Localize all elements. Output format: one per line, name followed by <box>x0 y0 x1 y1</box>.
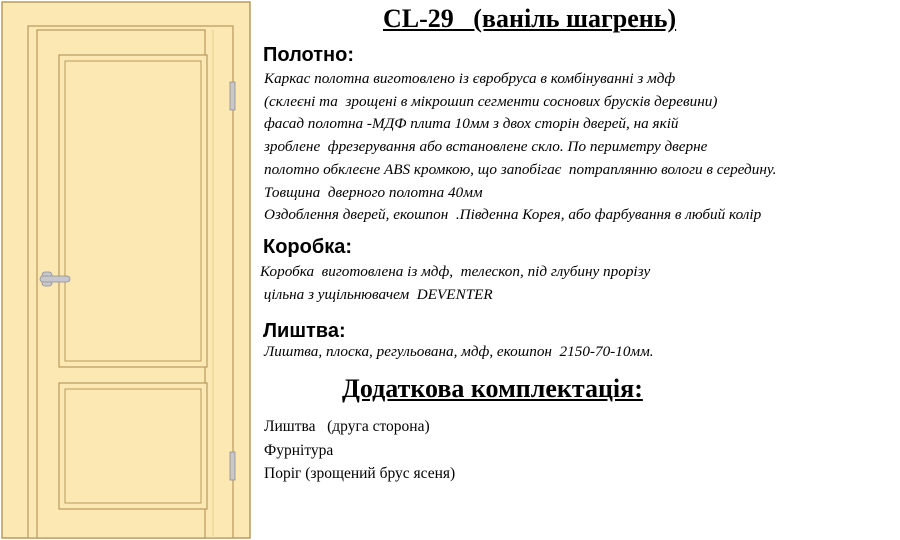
upper-panel-molding <box>65 61 201 361</box>
extras-heading: Додаткова комплектація: <box>342 374 643 403</box>
canvas-line: фасад полотна -МДФ плита 10мм з двох сторін дверей, на якій <box>264 115 679 133</box>
frame-line: Коробка виготовлена із мдф, телескоп, під глубину прорізу <box>260 263 651 280</box>
frame-heading: Коробка: <box>263 236 353 258</box>
canvas-line: зроблене фрезерування або встановлене скло. По периметру дверне <box>264 138 708 156</box>
extras-item: Фурнітура <box>264 441 334 459</box>
canvas-line: Товщина дверного полотна 40мм <box>264 183 483 201</box>
trim-description <box>264 341 654 364</box>
canvas-line: Оздоблення дверей, екошпон .Південна Корея, або фарбування в любий колір <box>264 206 762 224</box>
canvas-line: полотно обклеєне ABS кромкою, що запобігає потраплянню вологи в середину. <box>264 160 777 178</box>
frame-line: цільна з ущільнювачем DEVENTER <box>260 285 493 303</box>
frame-description <box>260 261 650 306</box>
extras-item: Поріг (зрощений брус ясеня) <box>264 465 456 482</box>
extras-item: Лиштва (друга сторона) <box>264 418 430 435</box>
hinge-bottom-icon <box>230 452 235 480</box>
canvas-line: Каркас полотна виготовлено із євробруса в комбінуванні з мдф <box>264 70 676 87</box>
canvas-description <box>264 68 776 227</box>
canvas-heading: Полотно: <box>263 44 355 66</box>
canvas-line: (склеєні та зрощені в мікрошип сегменти соснових брусків деревини) <box>264 92 718 110</box>
trim-heading: Лиштва: <box>263 320 346 342</box>
page-title: CL-29 (ваніль шагрень) <box>383 4 677 33</box>
trim-line: Лиштва, плоска, регульована, мдф, екошпон 2150-70-10мм. <box>264 343 654 360</box>
lower-panel-molding <box>65 389 201 503</box>
door-illustration <box>0 0 252 540</box>
hinge-top-icon <box>230 82 235 110</box>
extras-list <box>264 415 455 486</box>
